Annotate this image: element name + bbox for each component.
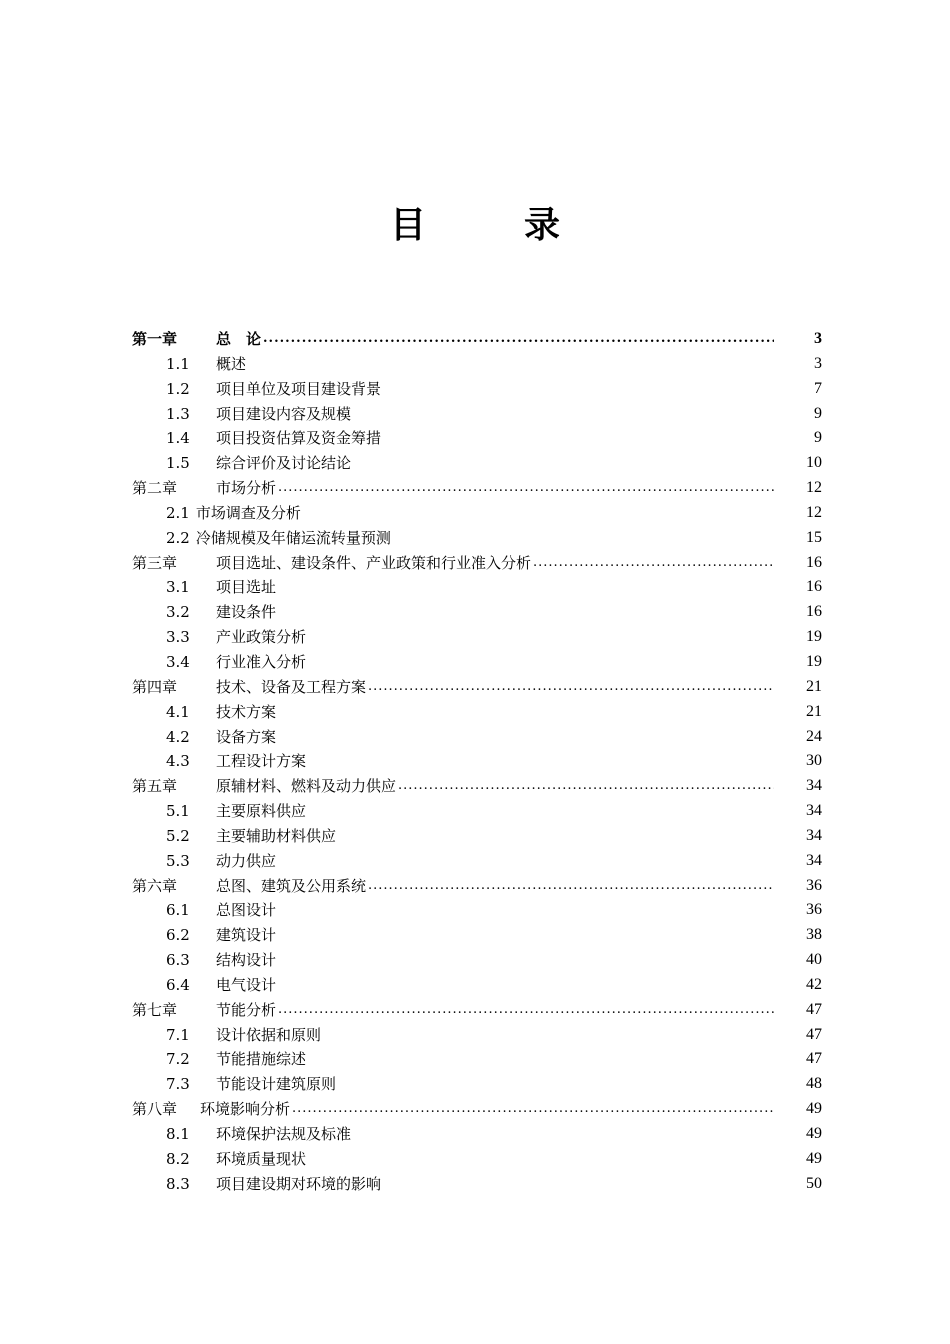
page-number: 34 <box>806 777 822 795</box>
page-number: 3 <box>814 354 822 372</box>
toc-section-entry[interactable] <box>132 451 822 476</box>
section-number: 8.3 <box>166 1174 190 1193</box>
section-number: 4.1 <box>166 702 190 721</box>
section-title: 概述 <box>216 354 247 373</box>
page-number: 38 <box>806 926 822 944</box>
toc-section-entry[interactable] <box>132 799 822 824</box>
page-number: 15 <box>806 528 822 546</box>
dot-leader <box>278 476 774 501</box>
section-number: 1.5 <box>166 454 190 473</box>
section-title: 工程设计方案 <box>216 752 307 771</box>
section-number: 5.3 <box>166 851 190 870</box>
dot-leader <box>533 551 774 576</box>
section-number: 6.1 <box>166 901 190 920</box>
toc-section-entry[interactable] <box>132 501 822 526</box>
chapter-title: 市场分析 <box>216 479 277 498</box>
section-title: 综合评价及讨论结论 <box>216 454 352 473</box>
page-number: 49 <box>806 1100 822 1118</box>
page-number: 3 <box>814 330 822 347</box>
section-number: 7.2 <box>166 1050 190 1069</box>
section-number: 7.1 <box>166 1025 190 1044</box>
title-char-2: 录 <box>524 205 561 246</box>
page-number: 48 <box>806 1075 822 1093</box>
toc-section-entry[interactable] <box>132 1122 822 1147</box>
page-number: 40 <box>806 951 822 969</box>
toc-section-entry[interactable] <box>132 849 822 874</box>
toc-chapter-entry[interactable] <box>132 675 822 700</box>
page-number: 24 <box>806 727 822 745</box>
section-title: 节能设计建筑原则 <box>216 1075 337 1094</box>
section-title: 项目建设期对环境的影响 <box>216 1174 382 1193</box>
section-number: 8.2 <box>166 1149 190 1168</box>
section-number: 7.3 <box>166 1075 190 1094</box>
page-number: 47 <box>806 1000 822 1018</box>
toc-section-entry[interactable] <box>132 948 822 973</box>
section-number: 2.2 <box>166 528 190 547</box>
section-title: 技术方案 <box>216 702 277 721</box>
toc-chapter-entry[interactable] <box>132 327 822 352</box>
section-title: 环境质量现状 <box>216 1149 307 1168</box>
toc-section-entry[interactable] <box>132 898 822 923</box>
toc-section-entry[interactable] <box>132 650 822 675</box>
page-number: 16 <box>806 578 822 596</box>
chapter-number: 第六章 <box>132 876 178 895</box>
page-number: 9 <box>814 429 822 447</box>
toc-section-entry[interactable] <box>132 526 822 551</box>
section-title: 节能措施综述 <box>216 1050 307 1069</box>
toc-chapter-entry[interactable] <box>132 874 822 899</box>
toc-section-entry[interactable] <box>132 700 822 725</box>
toc-section-entry[interactable] <box>132 749 822 774</box>
section-number: 6.4 <box>166 975 190 994</box>
section-title: 行业准入分析 <box>216 652 307 671</box>
page-number: 42 <box>806 975 822 993</box>
section-title: 设计依据和原则 <box>216 1025 322 1044</box>
page-number: 49 <box>806 1125 822 1142</box>
section-title: 市场调查及分析 <box>195 503 301 522</box>
toc-section-entry[interactable] <box>132 402 822 427</box>
toc-section-entry[interactable] <box>132 1023 822 1048</box>
page-number: 16 <box>806 553 822 571</box>
chapter-number: 第四章 <box>132 677 178 696</box>
toc-section-entry[interactable] <box>132 1072 822 1097</box>
toc-chapter-entry[interactable] <box>132 1097 822 1122</box>
section-title: 动力供应 <box>216 851 277 870</box>
section-title: 产业政策分析 <box>216 628 307 647</box>
page-number: 47 <box>806 1050 822 1068</box>
toc-section-entry[interactable] <box>132 1172 822 1197</box>
page-number: 36 <box>806 876 822 894</box>
section-title: 设备方案 <box>216 727 277 746</box>
chapter-number: 第二章 <box>132 479 178 498</box>
dot-leader <box>398 774 774 799</box>
page-number: 19 <box>806 652 822 670</box>
section-number: 1.3 <box>166 404 190 423</box>
dot-leader <box>278 998 774 1023</box>
page-number: 50 <box>806 1174 822 1192</box>
page-number: 47 <box>806 1025 822 1043</box>
page-number: 10 <box>806 454 822 472</box>
toc-chapter-entry[interactable] <box>132 998 822 1023</box>
section-number: 4.3 <box>166 752 190 771</box>
section-number: 5.2 <box>166 826 190 845</box>
page-number: 34 <box>806 826 822 844</box>
page-number: 9 <box>814 404 822 422</box>
chapter-title: 项目选址、建设条件、产业政策和行业准入分析 <box>216 553 532 572</box>
section-number: 5.1 <box>166 802 190 821</box>
toc-section-entry[interactable] <box>132 377 822 402</box>
page-number: 16 <box>806 603 822 621</box>
chapter-number: 第七章 <box>132 1000 178 1019</box>
toc-section-entry[interactable] <box>132 725 822 750</box>
chapter-number: 第八章 <box>132 1100 178 1119</box>
toc-section-entry[interactable] <box>132 1147 822 1172</box>
section-title: 主要原料供应 <box>216 802 307 821</box>
section-number: 1.2 <box>166 379 190 398</box>
page-number: 7 <box>814 379 822 397</box>
chapter-number: 第五章 <box>132 777 178 796</box>
title-char-1: 目 <box>389 205 426 246</box>
dot-leader <box>263 327 774 352</box>
toc-section-entry[interactable] <box>132 625 822 650</box>
toc-section-entry[interactable] <box>132 600 822 625</box>
section-number: 3.2 <box>166 603 190 622</box>
chapter-title: 总 论 <box>216 330 262 348</box>
section-title: 主要辅助材料供应 <box>216 826 337 845</box>
toc-chapter-entry[interactable] <box>132 551 822 576</box>
dot-leader <box>292 1097 774 1122</box>
page-number: 36 <box>806 901 822 919</box>
section-number: 8.1 <box>166 1125 190 1143</box>
toc-section-entry[interactable] <box>132 973 822 998</box>
chapter-title: 总图、建筑及公用系统 <box>216 876 367 895</box>
section-number: 3.4 <box>166 652 190 671</box>
page-number: 19 <box>806 628 822 646</box>
chapter-title: 节能分析 <box>216 1000 277 1019</box>
dot-leader <box>368 874 774 899</box>
toc-section-entry[interactable] <box>132 426 822 451</box>
section-title: 建筑设计 <box>216 926 277 945</box>
page-number: 34 <box>806 851 822 869</box>
section-title: 项目单位及项目建设背景 <box>216 379 382 398</box>
toc-section-entry[interactable] <box>132 1047 822 1072</box>
section-title: 建设条件 <box>216 603 277 622</box>
section-title: 冷储规模及年储运流转量预测 <box>195 528 391 547</box>
section-number: 3.3 <box>166 628 190 647</box>
chapter-number: 第三章 <box>132 553 178 572</box>
dot-leader <box>368 675 774 700</box>
chapter-number: 第一章 <box>132 330 178 348</box>
section-number: 2.1 <box>166 503 190 522</box>
toc-chapter-entry[interactable] <box>132 476 822 501</box>
section-number: 1.1 <box>166 354 190 373</box>
page-number: 49 <box>806 1149 822 1167</box>
section-number: 6.3 <box>166 951 190 970</box>
chapter-title: 原辅材料、燃料及动力供应 <box>216 777 397 796</box>
section-number: 1.4 <box>166 429 190 448</box>
page-number: 30 <box>806 752 822 770</box>
section-title: 项目选址 <box>216 578 277 597</box>
section-title: 电气设计 <box>216 975 277 994</box>
toc-section-entry[interactable] <box>132 824 822 849</box>
toc-section-entry[interactable] <box>132 352 822 377</box>
toc-section-entry[interactable] <box>132 575 822 600</box>
toc-chapter-entry[interactable] <box>132 774 822 799</box>
section-title: 项目投资估算及资金筹措 <box>216 429 382 448</box>
toc-section-entry[interactable] <box>132 923 822 948</box>
chapter-title: 环境影响分析 <box>200 1100 291 1119</box>
section-title: 项目建设内容及规模 <box>216 404 352 423</box>
section-number: 6.2 <box>166 926 190 945</box>
section-title: 环境保护法规及标准 <box>216 1125 352 1143</box>
chapter-title: 技术、设备及工程方案 <box>216 677 367 696</box>
page-number: 21 <box>806 702 822 720</box>
page-title <box>0 202 950 250</box>
page-number: 12 <box>806 479 822 497</box>
section-title: 总图设计 <box>216 901 277 920</box>
page-number: 12 <box>806 503 822 521</box>
section-number: 4.2 <box>166 727 190 746</box>
section-number: 3.1 <box>166 578 190 597</box>
page-number: 34 <box>806 802 822 820</box>
table-of-contents <box>132 327 822 1197</box>
section-title: 结构设计 <box>216 951 277 970</box>
page-number: 21 <box>806 677 822 695</box>
